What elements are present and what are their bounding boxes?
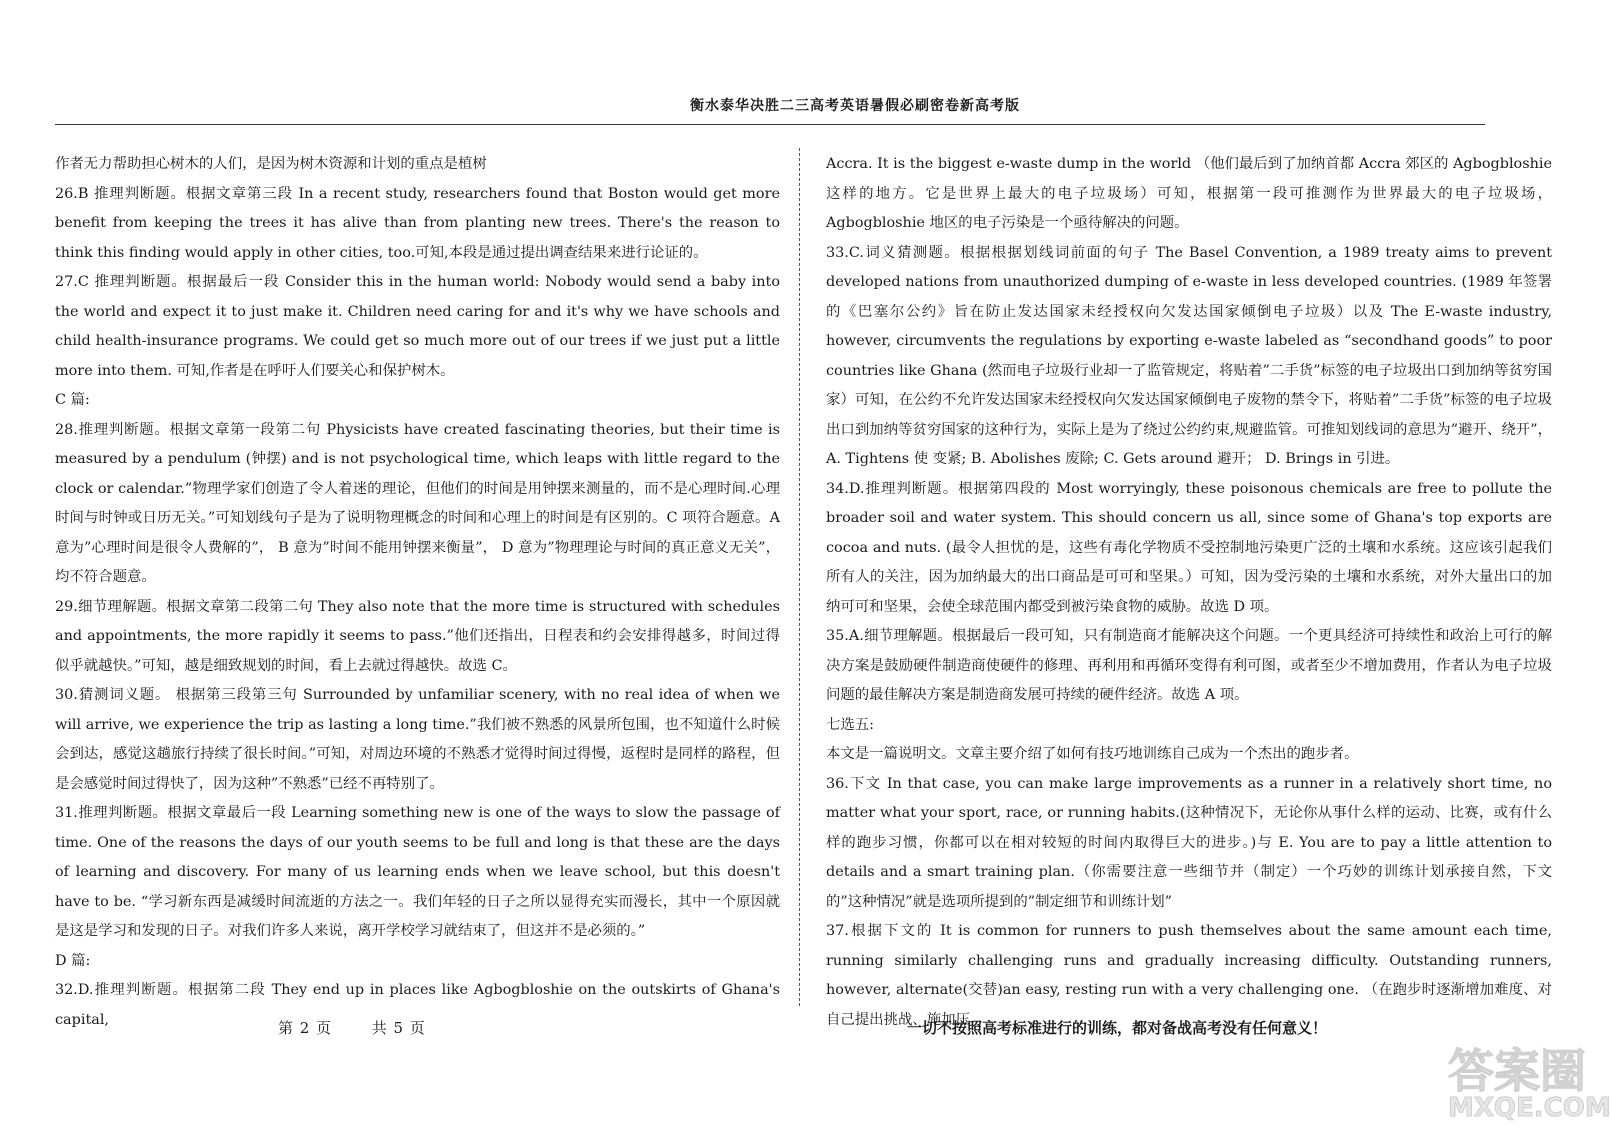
paragraph: 26.B 推理判断题。根据文章第三段 In a recent study, researchers found that Boston would get more benefit from keeping the trees it has alive than from planting new trees. There's the reason to think this finding would apply in other cities, too.可知,本段是通过提出调查结果来进行论证的。: [55, 185, 780, 261]
paragraph: 32.D.推理判断题。根据第二段 They end up in places like Agbogbloshie on the outskirts of Ghana's capital,: [55, 982, 780, 1028]
paragraph: 37.根据下文的 It is common for runners to push themselves about the same amount each time, running similarly challenging runs and gradually increasing difficulty. Outstanding runners, however, alternate(交替)an easy, resting run with a very challenging one. （在跑步时逐渐增加难度、对自己提出挑战、施加压: [826, 923, 1552, 1028]
paragraph: 31.推理判断题。根据文章最后一段 Learning something new is one of the ways to slow the passage of time. One of the reasons the days of our youth seems to be full and long is that these are the days of learning and discovery. For many of us learning ends when we leave school, but this doesn't have to be. “学习新东西是减缓时间流逝的方法之一。我们年轻的日子之所以显得充实而漫长，其中一个原因就是这是学习和发现的日子。对我们许多人来说，离开学校学习就结束了，但这并不是必须的。”: [55, 805, 780, 939]
paragraph: 28.推理判断题。根据文章第一段第二句 Physicists have created fascinating theories, but their time is measured by a pendulum (钟摆) and is not psychological time, which leaps with little regard to the clock or calendar.”物理学家们创造了令人着迷的理论，但他们的时间是用钟摆来测量的，而不是心理时间.心理时间与时钟或日历无关。”可知划线句子是为了说明物理概念的时间和心理上的时间是有区别的。C 项符合题意。A 意为”心理时间是很令人费解的”， B 意为”时间不能用钟摆来衡量”， D 意为”物理理论与时间的真正意义无关”，均不符合题意。: [55, 421, 780, 585]
paragraph: 33.C.词义猜测题。根据根据划线词前面的句子 The Basel Convention, a 1989 treaty aims to prevent developed nations from unauthorized dumping of e-waste in less developed countries. (1989 年签署的《巴塞尔公约》旨在防止发达国家未经授权向欠发达国家倾倒电子垃圾）以及 The E-waste industry, however, circumvents the regulations by exporting e-waste labeled as “secondhand goods” to poor countries like Ghana (然而电子垃圾行业却一了监管规定，将贴着”二手货”标签的电子垃圾出口到加纳等贫穷国家）可知，在公约不允许发达国家未经授权向欠发达国家倾倒电子废物的禁令下，将贴着”二手货”标签的电子垃圾出口到加纳等贫穷国家的这种行为，实际上是为了绕过公约约束,规避监管。可推知划线词的意思为”避开、绕开”， A. Tightens 使 变紧; B. Abolishes 废除; C. Gets around 避开； D. Brings in 引进。: [826, 244, 1552, 467]
paragraph: 27.C 推理判断题。根据最后一段 Consider this in the human world: Nobody would send a baby into the world and expect it to just make it. Children need caring for and it's why we have schools and child health-insurance programs. We could get so much more out of our trees if we just put a little more into them. 可知,作者是在呼吁人们要关心和保护树木。: [55, 274, 780, 379]
section-label: 七选五:: [826, 716, 875, 733]
footer-slogan: 一切不按照高考标准进行的训练，都对备战高考没有任何意义！: [907, 1019, 1328, 1037]
total-pages-label: 共 5 页: [371, 1019, 425, 1037]
column-divider: [799, 148, 800, 1006]
paragraph: 36.下文 In that case, you can make large improvements as a runner in a relatively short time, no matter what your sport, race, or running habits.(这种情况下，无论你从事什么样的运动、比赛，或有什么样的跑步习惯，你都可以在相对较短的时间内取得巨大的进步。)与 E. You are to pay a little attention to details and a smart training plan.（你需要注意一些细节并（制定）一个巧妙的训练计划承接自然，下文的”这种情况”就是选项所提到的”制定细节和训练计划”: [826, 775, 1552, 910]
section-label: D 篇:: [55, 952, 91, 969]
paragraph: 30.猜测词义题。 根据第三段第三句 Surrounded by unfamiliar scenery, with no real idea of when we will arrive, we experience the trip as lasting a long time.”我们被不熟悉的风景所包围，也不知道什么时候会到达，感觉这趟旅行持续了很长时间。”可知，对周边环境的不熟悉才觉得时间过得慢，返程时是同样的路程，但是会感觉时间过得快了，因为这种”不熟悉”已经不再特别了。: [55, 687, 780, 792]
paragraph: 29.细节理解题。根据文章第二段第二句 They also note that the more time is structured with schedules and appointments, the more rapidly it seems to pass.”他们还指出，日程表和约会安排得越多，时间过得似乎就越快。”可知，越是细致规划的时间，看上去就过得越快。故选 C。: [55, 598, 780, 674]
section-label: C 篇:: [55, 392, 90, 408]
paragraph: Accra. It is the biggest e-waste dump in the world （他们最后到了加纳首都 Accra 郊区的 Agbogbloshie 这样的地方。它是世界上最大的电子垃圾场）可知，根据第一段可推测作为世界最大的电子垃圾场，Agbogbloshie 地区的电子污染是一个亟待解决的问题。: [826, 156, 1552, 231]
header-rule: [55, 124, 1485, 125]
paragraph: 35.A.细节理解题。根据最后一段可知，只有制造商才能解决这个问题。一个更具经济可持续性和政治上可行的解决方案是鼓励硬件制造商使硬件的修理、再利用和再循环变得有利可图，或者至少不增加费用，作者认为电子垃圾问题的最佳解决方案是制造商发展可持续的硬件经济。故选 A 项。: [826, 628, 1552, 703]
watermark-logo: 答案圈: [1448, 1044, 1586, 1098]
watermark-url: MXQE.COM: [1448, 1093, 1611, 1123]
page-number: [278, 1017, 425, 1038]
paragraph: 本文是一篇说明文。文章主要介绍了如何有技巧地训练自己成为一个杰出的跑步者。: [826, 746, 1359, 762]
paragraph: 34.D.推理判断题。根据第四段的 Most worryingly, these poisonous chemicals are free to pollute the broader soil and water system. This should concern us all, since some of Ghana's top exports are cocoa and nuts. (最令人担忧的是，这些有毒化学物质不受控制地污染更广泛的土壤和水系统。这应该引起我们所有人的关注，因为加纳最大的出口商品是可可和坚果。）可知，因为受污染的土壤和水系统，对外大量出口的加纳可可和坚果，会使全球范围内都受到被污染食物的威胁。故选 D 项。: [826, 480, 1552, 615]
paragraph: 作者无力帮助担心树木的人们，是因为树木资源和计划的重点是植树: [55, 156, 487, 172]
page-header-title: 衡水泰华决胜二三高考英语暑假必刷密卷新高考版: [690, 98, 1020, 114]
page-label: 第 2 页: [278, 1019, 332, 1037]
watermark: [1448, 1035, 1611, 1125]
